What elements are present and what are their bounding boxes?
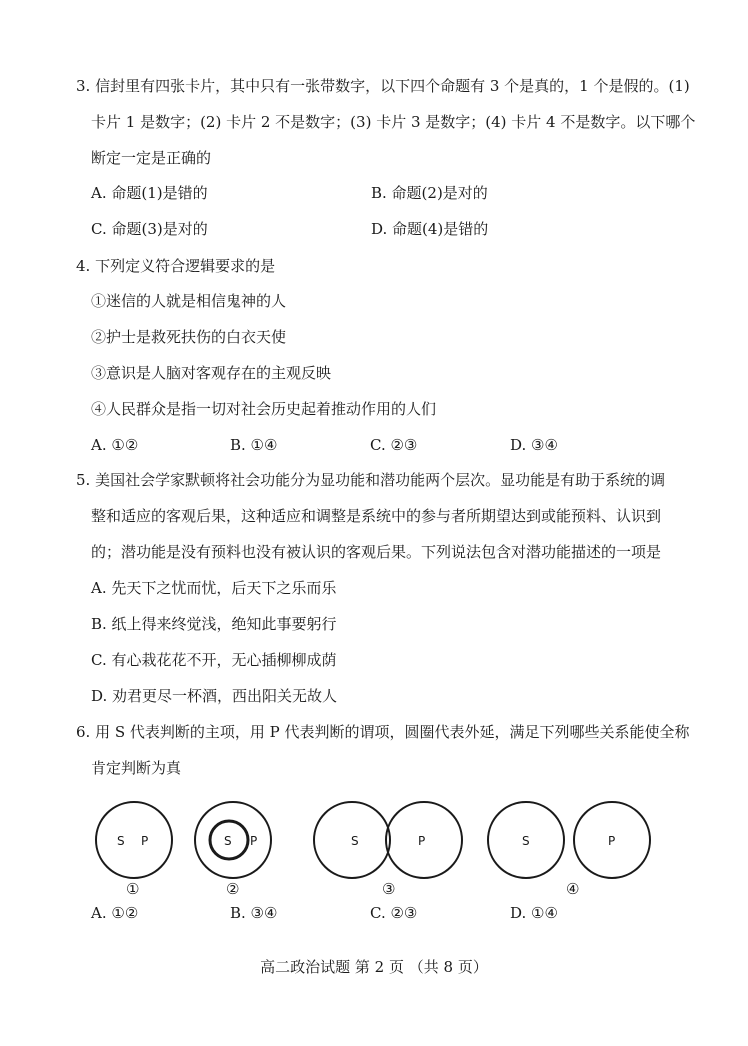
q5-stem-line1: 5. 美国社会学家默顿将社会功能分为显功能和潜功能两个层次。显功能是有助于系统的调: [76, 471, 666, 489]
q4-stem: 4. 下列定义符合逻辑要求的是: [76, 257, 276, 275]
q5-option-b: B. 纸上得来终觉浅，绝知此事要躬行: [91, 615, 337, 633]
q6-option-a: A. ①②: [91, 904, 139, 922]
venn-diagrams: [0, 790, 748, 902]
venn-2-outer-circle: [195, 802, 271, 878]
venn-2-number: ②: [226, 880, 240, 898]
q3-option-d: D. 命题(4)是错的: [371, 220, 489, 238]
q4-option-d: D. ③④: [510, 436, 558, 454]
q5-stem-line2: 整和适应的客观后果，这种适应和调整是系统中的参与者所期望达到或能预料、认识到: [91, 507, 662, 525]
q4-option-a: A. ①②: [91, 436, 139, 454]
venn-3-p-label: P: [418, 834, 426, 848]
venn-1-circle: [96, 802, 172, 878]
venn-1-number: ①: [126, 880, 140, 898]
venn-4-s-label: S: [522, 834, 530, 848]
q6-stem-line2: 肯定判断为真: [91, 759, 182, 777]
venn-3-s-label: S: [351, 834, 359, 848]
q6-stem-line1: 6. 用 S 代表判断的主项，用 P 代表判断的谓项，圆圈代表外延，满足下列哪些关系能使全称: [76, 723, 690, 741]
q6-option-b: B. ③④: [230, 904, 278, 922]
q4-option-c: C. ②③: [370, 436, 418, 454]
q3-stem-line1: 3. 信封里有四张卡片，其中只有一张带数字，以下四个命题有 3 个是真的，1 个是假的。(1): [76, 77, 690, 95]
q5-option-a: A. 先天下之忧而忧，后天下之乐而乐: [91, 579, 337, 597]
q3-stem-line2: 卡片 1 是数字；(2) 卡片 2 不是数字；(3) 卡片 3 是数字；(4) 卡片 4 不是数字。以下哪个: [91, 113, 696, 131]
q6-option-c: C. ②③: [370, 904, 418, 922]
q6-option-d: D. ①④: [510, 904, 558, 922]
page-footer: 高二政治试题 第 2 页 （共 8 页）: [260, 958, 488, 976]
venn-4-number: ④: [566, 880, 580, 898]
venn-3-number: ③: [382, 880, 396, 898]
q4-option-b: B. ①④: [230, 436, 278, 454]
q5-option-d: D. 劝君更尽一杯酒，西出阳关无故人: [91, 687, 338, 705]
q4-item-2: ②护士是救死扶伤的白衣天使: [91, 328, 287, 346]
q4-item-4: ④人民群众是指一切对社会历史起着推动作用的人们: [91, 400, 437, 418]
q5-option-c: C. 有心栽花花不开，无心插柳柳成荫: [91, 651, 337, 669]
venn-2-s-label: S: [224, 834, 232, 848]
venn-1-s-label: S: [117, 834, 125, 848]
q3-option-c: C. 命题(3)是对的: [91, 220, 208, 238]
q4-item-3: ③意识是人脑对客观存在的主观反映: [91, 364, 332, 382]
venn-4-p-label: P: [608, 834, 616, 848]
q5-stem-line3: 的；潜功能是没有预料也没有被认识的客观后果。下列说法包含对潜功能描述的一项是: [91, 543, 662, 561]
q3-option-a: A. 命题(1)是错的: [91, 184, 208, 202]
q4-item-1: ①迷信的人就是相信鬼神的人: [91, 292, 287, 310]
venn-2-p-label: P: [250, 834, 258, 848]
q3-option-b: B. 命题(2)是对的: [371, 184, 488, 202]
venn-1-p-label: P: [141, 834, 149, 848]
q3-stem-line3: 断定一定是正确的: [91, 149, 212, 167]
